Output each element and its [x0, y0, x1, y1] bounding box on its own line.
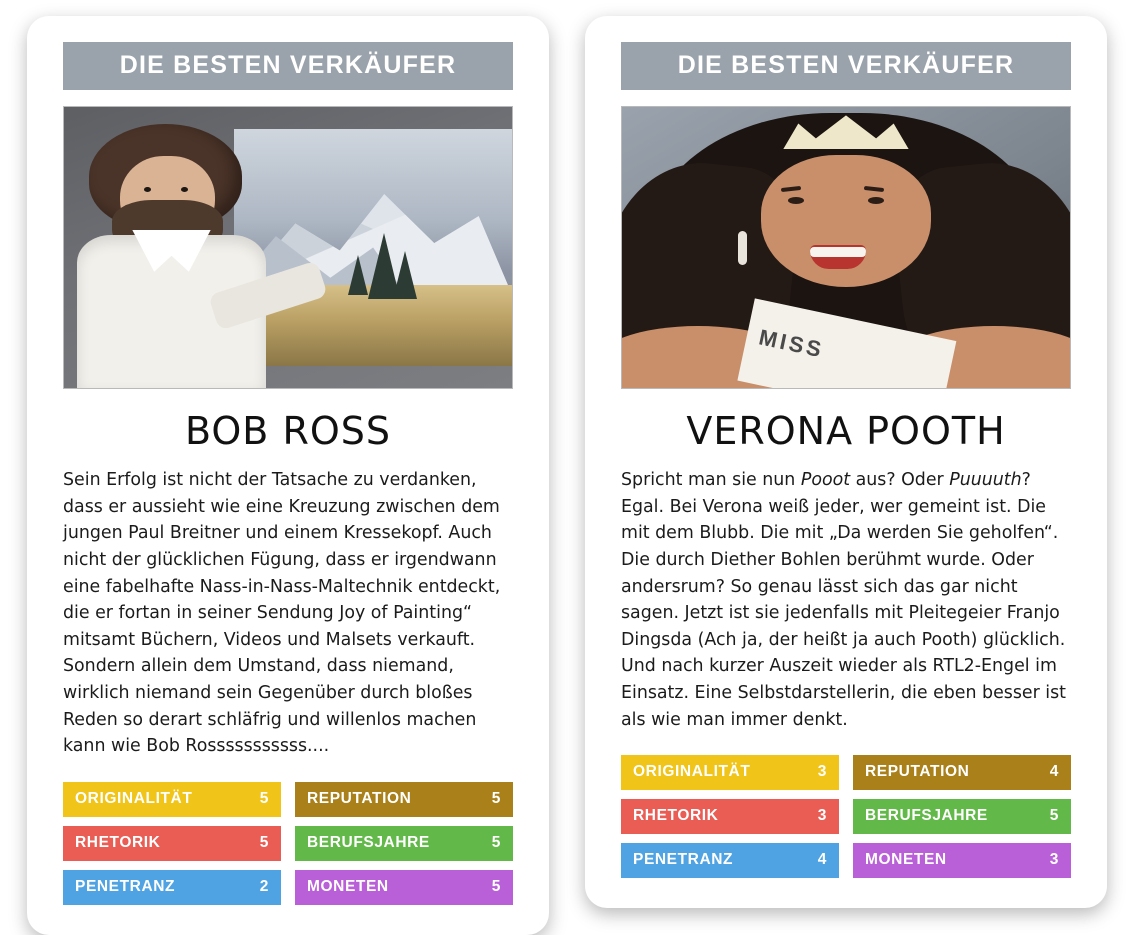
teeth: [810, 247, 866, 257]
stat-value: 4: [1049, 763, 1059, 781]
trading-card-bob-ross[interactable]: [27, 16, 549, 935]
card-person-name: VERONA POOTH: [686, 409, 1006, 453]
stat-value: 5: [259, 789, 269, 807]
sash-label: MISS: [757, 323, 827, 362]
photo-background: [64, 107, 512, 388]
stats-grid-bob-ross: [63, 782, 513, 905]
stat-reputation[interactable]: [295, 782, 513, 817]
stat-label: REPUTATION: [307, 789, 412, 807]
stat-berufsjahre[interactable]: [853, 799, 1071, 834]
card-photo-bob-ross: [63, 106, 513, 389]
stat-moneten[interactable]: [853, 843, 1071, 878]
eye-left: [788, 197, 804, 204]
card-person-name: BOB ROSS: [184, 409, 391, 453]
stat-label: ORIGINALITÄT: [633, 763, 751, 781]
stat-penetranz[interactable]: [63, 870, 281, 905]
card-banner-title: DIE BESTEN VERKÄUFER: [621, 42, 1071, 90]
stat-rhetorik[interactable]: [621, 799, 839, 834]
stat-label: ORIGINALITÄT: [75, 789, 193, 807]
person-figure: [73, 124, 270, 388]
card-description: Sein Erfolg ist nicht der Tatsache zu verdanken, dass er aussieht wie eine Kreuzung zwischen dem jungen Paul Breitner und einem Kressekopf. Auch nicht der glücklichen Fügung, dass er irgendwann eine fabelhafte Nass-in-Nass-Maltechnik entdeckt, die er fortan in seiner Sendung Joy of Painting“ mitsamt Büchern, Videos und Malsets verkauft. Sondern allein dem Umstand, dass niemand, wirklich niemand sein Gegenüber durch bloßes Reden so derart schläfrig und willenlos machen kann wie Bob Rosssssssssss....: [63, 470, 501, 757]
stat-originalitaet[interactable]: [621, 755, 839, 790]
stat-label: PENETRANZ: [633, 851, 734, 869]
stat-value: 5: [1049, 807, 1059, 825]
stat-originalitaet[interactable]: [63, 782, 281, 817]
trading-card-verona-pooth[interactable]: [585, 16, 1107, 908]
card-photo-verona-pooth: [621, 106, 1071, 389]
photo-background: [622, 107, 1070, 388]
painting-canvas: [234, 129, 512, 365]
stat-label: PENETRANZ: [75, 877, 176, 895]
stat-label: RHETORIK: [633, 807, 719, 825]
stat-label: BERUFSJAHRE: [307, 833, 430, 851]
stat-rhetorik[interactable]: [63, 826, 281, 861]
card-banner-title: DIE BESTEN VERKÄUFER: [63, 42, 513, 90]
stat-label: MONETEN: [307, 877, 389, 895]
stat-label: REPUTATION: [865, 763, 970, 781]
stat-value: 3: [817, 807, 827, 825]
stat-label: BERUFSJAHRE: [865, 807, 988, 825]
tree-icon: [393, 251, 417, 299]
stat-value: 5: [259, 833, 269, 851]
stat-label: RHETORIK: [75, 833, 161, 851]
stat-berufsjahre[interactable]: [295, 826, 513, 861]
stat-label: MONETEN: [865, 851, 947, 869]
stat-reputation[interactable]: [853, 755, 1071, 790]
stat-value: 3: [817, 763, 827, 781]
stat-value: 2: [259, 877, 269, 895]
stat-value: 3: [1049, 851, 1059, 869]
stats-grid-verona-pooth: [621, 755, 1071, 878]
tree-icon: [348, 255, 368, 295]
smiling-mouth: [810, 245, 866, 269]
stat-moneten[interactable]: [295, 870, 513, 905]
stat-value: 5: [491, 789, 501, 807]
stat-value: 5: [491, 877, 501, 895]
stat-penetranz[interactable]: [621, 843, 839, 878]
stat-value: 4: [817, 851, 827, 869]
card-description: Spricht man sie nun Pooot aus? Oder Puuuuth? Egal. Bei Verona weiß jeder, wer gemeint ist. Die mit dem Blubb. Die mit „Da werden Sie geholfen“. Die durch Diether Bohlen berühmt wurde. Oder andersrum? So genau lässt sich das gar nicht sagen. Jetzt ist sie jedenfalls mit Pleitegeier Franjo Dingsda (Ach ja, der heißt ja auch Pooth) glücklich. Und nach kurzer Auszeit wieder als RTL2-Engel im Einsatz. Eine Selbstdarstellerin, die eben besser ist als wie man immer denkt.: [621, 470, 1066, 730]
earring-icon: [738, 231, 747, 265]
stat-value: 5: [491, 833, 501, 851]
